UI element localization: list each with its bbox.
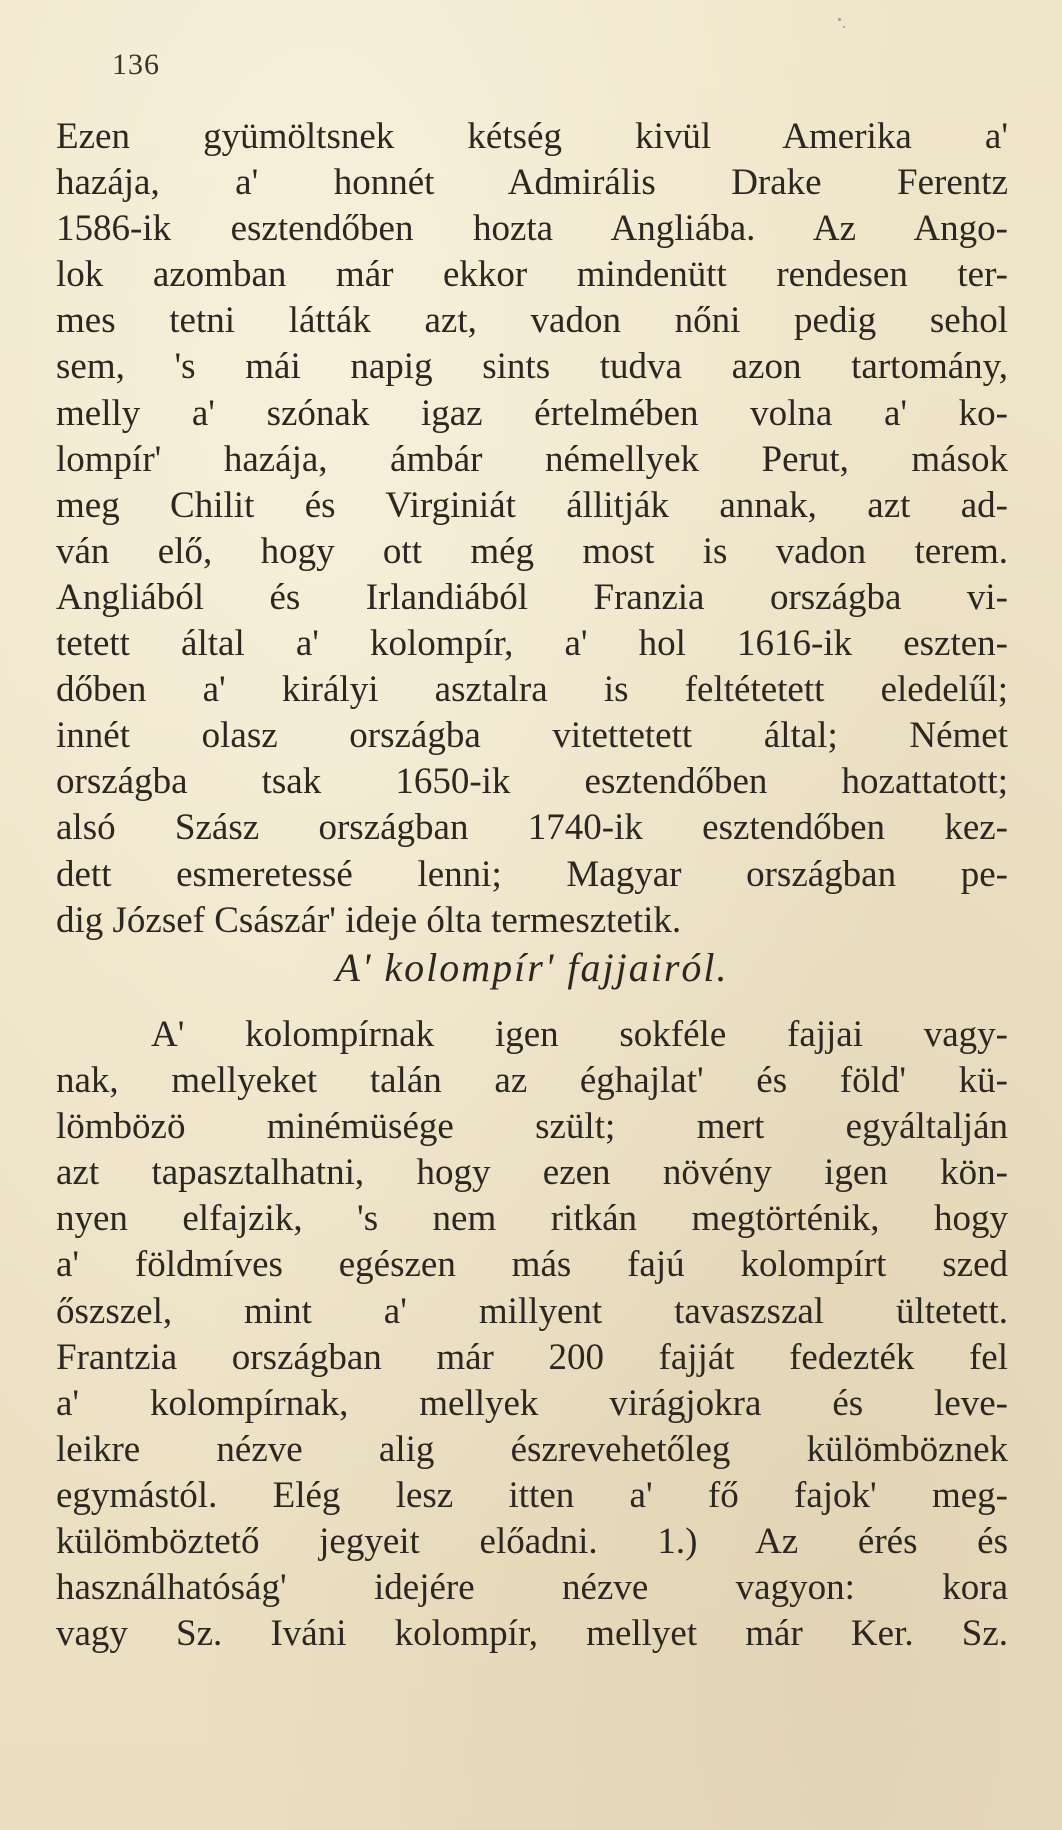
text-line: leikre nézve alig észrevehetőleg külömböznek — [56, 1428, 1008, 1470]
text-line: őszszel, mint a' millyent tavaszszal ültetett. — [56, 1290, 1008, 1332]
text-line: Angliából és Irlandiából Franzia országba vi- — [56, 576, 1008, 618]
text-line: A' kolompírnak igen sokféle fajjai vagy- — [151, 1014, 1008, 1055]
text-line: azt tapasztalhatni, hogy ezen növény igen kön- — [56, 1152, 1008, 1194]
text-line: lok azomban már ekkor mindenütt rendesen ter- — [56, 254, 1008, 296]
text-line: ván elő, hogy ott még most is vadon terem. — [56, 530, 1008, 572]
text-line: meg Chilit és Virginiát állitják annak, azt ad- — [56, 484, 1008, 526]
text-line: sem, 's mái napig sints tudva azon tartomány, — [56, 346, 1008, 388]
paper-speck — [843, 26, 845, 28]
text-line: dőben a' királyi asztalra is feltétetett eledelűl; — [56, 669, 1008, 711]
text-line: nyen elfajzik, 's nem ritkán megtörténik, hogy — [56, 1198, 1008, 1240]
text-line: országba tsak 1650-ik esztendőben hozattatott; — [56, 761, 1008, 803]
text-line: dig József Császár' ideje ólta termesztetik. — [56, 899, 682, 941]
text-line: lompír' hazája, ámbár némellyek Perut, mások — [56, 438, 1008, 480]
text-line: lömbözö minémüsége szült; mert egyáltalján — [56, 1106, 1008, 1148]
text-line: Frantzia országban már 200 fajját fedezték fel — [56, 1336, 1008, 1378]
paper-speck — [838, 18, 841, 21]
text-line: innét olasz országba vitettetett által; Német — [56, 715, 1008, 757]
section-heading: A' kolompír' fajjairól. — [335, 945, 729, 990]
paragraph-history — [56, 114, 1008, 944]
text-line: a' földmíves egészen más fajú kolompírt szed — [56, 1244, 1008, 1286]
text-line: alsó Szász országban 1740-ik esztendőben kez- — [56, 807, 1008, 849]
text-line: dett esmeretessé lenni; Magyar országban pe- — [56, 853, 1008, 895]
text-line: 1586-ik esztendőben hozta Angliába. Az Ango- — [56, 208, 1008, 250]
text-line: hazája, a' honnét Admirális Drake Ferentz — [56, 162, 1008, 204]
paragraph-varieties — [56, 1012, 1008, 1657]
text-line: egymástól. Elég lesz itten a' fő fajok' meg- — [56, 1474, 1008, 1516]
text-line: nak, mellyeket talán az éghajlat' és föld' kü- — [56, 1060, 1008, 1102]
text-line: a' kolompírnak, mellyek virágjokra és leve- — [56, 1382, 1008, 1424]
text-line: mes tetni látták azt, vadon nőni pedig sehol — [56, 300, 1008, 342]
text-line: Ezen gyümöltsnek kétség kivül Amerika a' — [56, 116, 1008, 157]
text-line: külömböztető jegyeit előadni. 1.) Az érés és — [56, 1521, 1008, 1563]
text-line: tetett által a' kolompír, a' hol 1616-ik eszten- — [56, 623, 1008, 665]
text-line: vagy Sz. Iváni kolompír, mellyet már Ker. Sz. — [56, 1613, 1008, 1655]
page-number: 136 — [112, 48, 160, 81]
text-line: használhatóság' idejére nézve vagyon: kora — [56, 1567, 1008, 1609]
text-line: melly a' szónak igaz értelmében volna a' ko- — [56, 392, 1008, 434]
